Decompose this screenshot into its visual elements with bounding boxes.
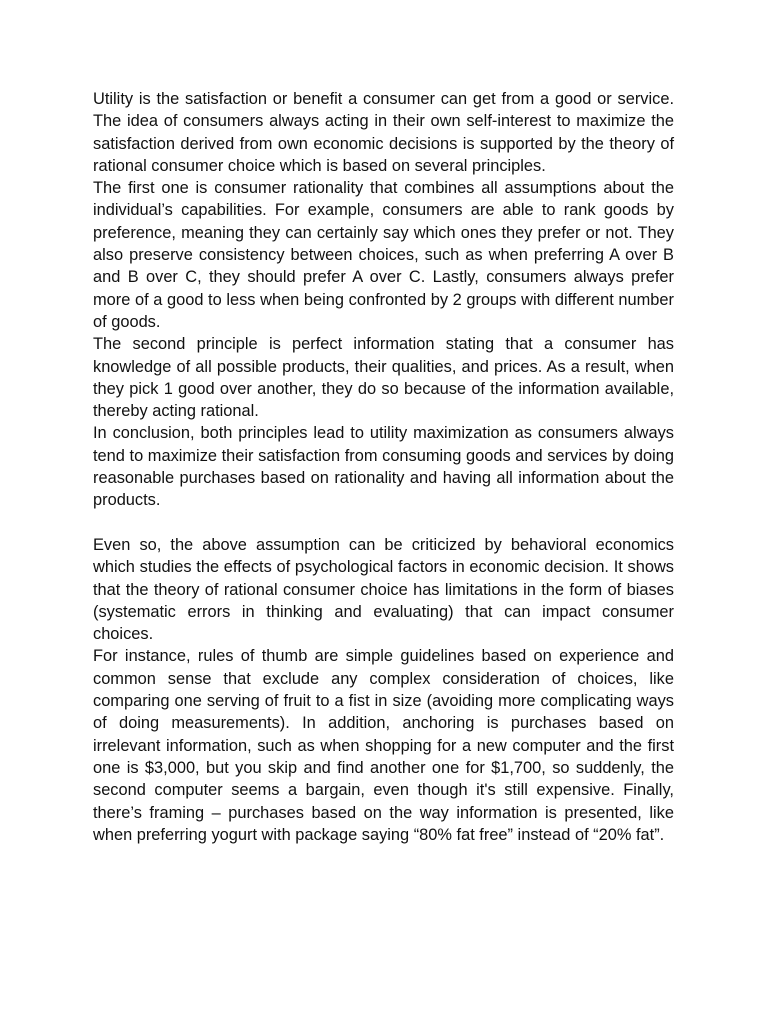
- paragraph-conclusion: In conclusion, both principles lead to utility maximization as consumers always tend to maximize their satisfaction from consuming goods and services by doing reasonable purchases based on rationality and having all information about the products.: [93, 424, 674, 510]
- paragraph-utility-definition: Utility is the satisfaction or benefit a consumer can get from a good or service. The idea of consumers always acting in their own self-interest to maximize the satisfaction derived from own economic decisions is supported by the theory of rational consumer choice which is based on several principles.: [93, 90, 674, 175]
- paragraph-consumer-rationality: The first one is consumer rationality that combines all assumptions about the individual’s capabilities. For example, consumers are able to rank goods by preference, meaning they can certainly say which ones they prefer or not. They also preserve consistency between choices, such as when preferring A over B and B over C, they should prefer A over C. Lastly, consumers always prefer more of a good to less when being confronted by 2 groups with different number of goods.: [93, 179, 674, 331]
- paragraph-spacer: [93, 512, 674, 534]
- paragraph-biases-examples: For instance, rules of thumb are simple guidelines based on experience and common sense that exclude any complex consideration of choices, like comparing one serving of fruit to a fist in size (avoiding more complicating ways of doing measurements). In addition, anchoring is purchases based on irrelevant information, such as when shopping for a new computer and the first one is $3,000, but you skip and find another one for $1,700, so suddenly, the second computer seems a bargain, even though it's still expensive. Finally, there’s framing – purchases based on the way information is presented, like when preferring yogurt with package saying “80% fat free” instead of “20% fat”.: [93, 647, 674, 844]
- document-body: [93, 88, 674, 846]
- paragraph-perfect-information: The second principle is perfect information stating that a consumer has knowledge of all possible products, their qualities, and prices. As a result, when they pick 1 good over another, they do so because of the information available, thereby acting rational.: [93, 335, 674, 421]
- paragraph-behavioral-economics: Even so, the above assumption can be criticized by behavioral economics which studies the effects of psychological factors in economic decision. It shows that the theory of rational consumer choice has limitations in the form of biases (systematic errors in thinking and evaluating) that can impact consumer choices.: [93, 535, 674, 644]
